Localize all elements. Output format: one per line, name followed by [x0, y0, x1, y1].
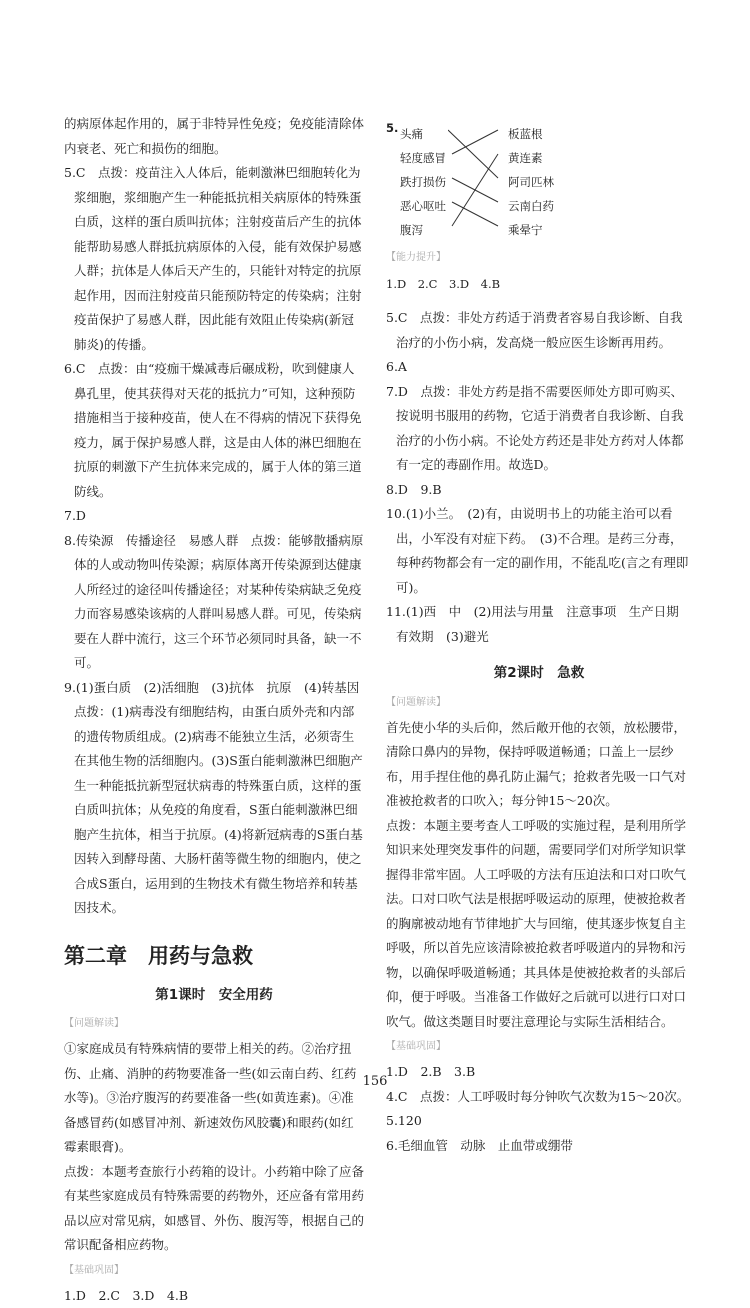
match-right-2: 黄连素 [508, 146, 543, 171]
section-tag-1: 【问题解读】 [64, 1015, 364, 1033]
lesson-1-title: 第1课时 安全用药 [64, 983, 364, 1008]
page-number: 156 [0, 1074, 750, 1089]
paragraph-top: 的病原体起作用的，属于非特异性免疫；免疫能清除体内衰老、死亡和损伤的细胞。 [64, 112, 364, 161]
match-lines [448, 122, 508, 242]
left-column [64, 112, 364, 1308]
kit-note: 点拨：本题考查旅行小药箱的设计。小药箱中除了应备有某些家庭成员有特殊需要的药物外，还应备有常用药品以应对常见病，如感冒、外伤、腹泻等，根据自己的常识配备相应药物。 [64, 1160, 364, 1258]
basic-answers: 1.D 2.C 3.D 4.B [64, 1284, 364, 1308]
chapter-title: 第二章 用药与急救 [64, 941, 364, 971]
match-left-5: 腹泻 [400, 218, 423, 243]
answer-r6: 6.A [386, 355, 692, 380]
right-column [386, 112, 692, 1158]
answer-7: 7.D [64, 504, 364, 529]
answer-9: 9.(1)蛋白质 (2)活细胞 (3)抗体 抗原 (4)转基因 点拨：(1)病毒没有细胞结构，由蛋白质外壳和内部的遗传物质组成。(2)病毒不能独立生活，必须寄生在其他生物的活细胞内。(3)S蛋白能刺激淋巴细胞产生一种能抵抗新型冠状病毒的特殊蛋白质，这样的蛋白质叫抗体；从免疫的角度看，S蛋白能刺激淋巴细胞产生抗体，相当于抗原。(4)将新冠病毒的S蛋白基因转入到酵母菌、大肠杆菌等微生物的细胞内，使之合成S蛋白，运用到的生物技术有微生物培养和转基因技术。 [64, 676, 364, 921]
match-left-4: 恶心呕吐 [400, 194, 446, 219]
answer-r5b: 5.120 [386, 1109, 692, 1134]
answer-r7: 7.D 点拨：非处方药是指不需要医师处方即可购买、按说明书服用的药物，它适于消费者自我诊断、自我治疗的小伤小病。不论处方药还是非处方药对人体都有一定的毒副作用。故选D。 [386, 380, 692, 478]
first-aid-note: 点拨：本题主要考查人工呼吸的实施过程，是利用所学知识来处理突发事件的问题，需要同学们对所学知识掌握得非常牢固。人工呼吸的方法有压迫法和口对口吹气法。口对口吹气法是根据呼吸运动的原理，使被抢救者的胸廓被动地有节律地扩大与回缩，使其逐步恢复自主呼吸，所以首先应该清除被抢救者呼吸道内的异物和污物，以确保呼吸道畅通；其具体是使被抢救者的头部后仰，便于呼吸。当准备工作做好之后就可以进行口对口吹气。做这类题目时要注意理论与实际生活相结合。 [386, 814, 692, 1035]
section-tag-4: 【问题解读】 [386, 694, 692, 712]
ability-answers: 1.D 2.C 3.D 4.B [386, 272, 500, 297]
lesson-2-title: 第2课时 急救 [386, 661, 692, 686]
answer-r4: 4.C 点拨：人工呼吸时每分钟吹气次数为15～20次。 [386, 1085, 692, 1110]
basic-answers-2: 1.D 2.B 3.B [386, 1060, 692, 1085]
answer-r6b: 6.毛细血管 动脉 止血带或绷带 [386, 1134, 692, 1159]
match-right-3: 阿司匹林 [508, 170, 554, 195]
match-number: 5. [386, 116, 398, 141]
match-left-1: 头痛 [400, 122, 423, 147]
answer-r10: 10.(1)小兰。 (2)有，由说明书上的功能主治可以看出，小军没有对症下药。 (3)不合理。是药三分毒，每种药物都会有一定的副作用，不能乱吃(言之有理即可)。 [386, 502, 692, 600]
match-right-4: 云南白药 [508, 194, 554, 219]
match-left-3: 跌打损伤 [400, 170, 446, 195]
match-right-5: 乘晕宁 [508, 218, 543, 243]
kit-answer: ①家庭成员有特殊病情的要带上相关的药。②治疗扭伤、止痛、消肿的药物要准备一些(如云南白药、红药水等)。③治疗腹泻的药要准备一些(如黄连素)。④准备感冒药(如感冒冲剂、新速效伤风胶囊)和眼药(如红霉素眼膏)。 [64, 1037, 364, 1160]
answer-r11: 11.(1)西 中 (2)用法与用量 注意事项 生产日期 有效期 (3)避光 [386, 600, 692, 649]
answer-5: 5.C 点拨：疫苗注入人体后，能刺激淋巴细胞转化为浆细胞，浆细胞产生一种能抵抗相关病原体的特殊蛋白质，这样的蛋白质叫抗体；注射疫苗后产生的抗体能帮助易感人群抵抗病原体的入侵，能有效保护易感人群；抗体是人体后天产生的，只能针对特定的抗原起作用，因而注射疫苗只能预防特定的传染病；注射疫苗保护了易感人群，因此能有效阻止传染病(新冠肺炎)的传播。 [64, 161, 364, 357]
answer-r5: 5.C 点拨：非处方药适于消费者容易自我诊断、自我治疗的小伤小病，发高烧一般应医生诊断再用药。 [386, 306, 692, 355]
match-left-2: 轻度感冒 [400, 146, 446, 171]
first-aid-answer: 首先使小华的头后仰，然后敞开他的衣领，放松腰带，清除口鼻内的异物，保持呼吸道畅通；口盖上一层纱布，用手捏住他的鼻孔防止漏气；抢救者先吸一口气对准被抢救者的口吹入；每分钟15～20次。 [386, 716, 692, 814]
answer-6: 6.C 点拨：由“疫痂干燥减毒后碾成粉，吹到健康人鼻孔里，使其获得对天花的抵抗力”可知，这种预防措施相当于接种疫苗，使人在不得病的情况下获得免疫力，属于保护易感人群，这是由人体的淋巴细胞在抗原的刺激下产生抗体来完成的，属于人体的第三道防线。 [64, 357, 364, 504]
matching-diagram [386, 116, 692, 306]
match-right-1: 板蓝根 [508, 122, 543, 147]
answer-r8: 8.D 9.B [386, 478, 692, 503]
section-tag-5: 【基础巩固】 [386, 1038, 692, 1056]
section-tag-3: 【能力提升】 [386, 246, 446, 271]
answer-8: 8.传染源 传播途径 易感人群 点拨：能够散播病原体的人或动物叫传染源；病原体离开传染源到达健康人所经过的途径叫传播途径；对某种传染病缺乏免疫力而容易感染该病的人群叫易感人群。可见，传染病要在人群中流行，这三个环节必须同时具备，缺一不可。 [64, 529, 364, 676]
section-tag-2: 【基础巩固】 [64, 1262, 364, 1280]
